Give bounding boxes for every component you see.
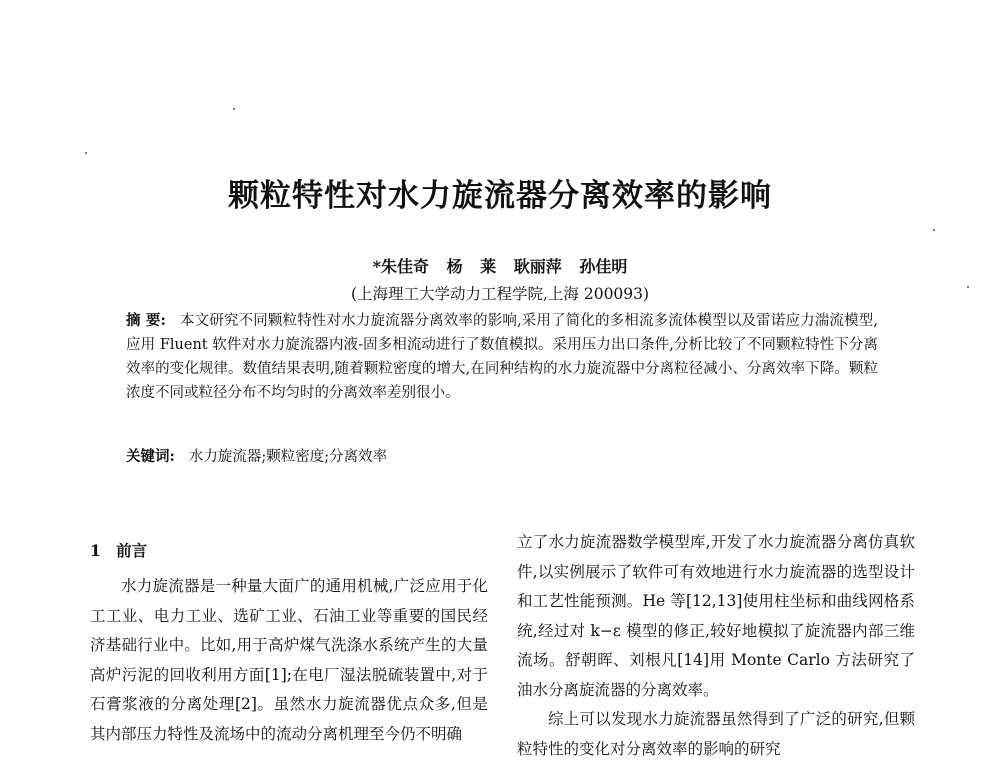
left-column xyxy=(90,528,488,749)
author-list: *朱佳奇 杨 莱 耿丽萍 孙佳明 xyxy=(372,257,628,276)
scan-speck xyxy=(85,152,87,154)
abstract-text: 本文研究不同颗粒特性对水力旋流器分离效率的影响,采用了简化的多相流多流体模型以及雷诺应力湍流模型,应用 Fluent 软件对水力旋流器内液-固多相流动进行了数值模拟。采用压力出口条件,分析比较了不同颗粒特性下分离效率的变化规律。数值结果表明,随着颗粒密度的增大,在同种结构的水力旋流器中分离粒径减小、分离效率下降。颗粒浓度不同或粒径分布不均匀时的分离效率差别很小。 xyxy=(126,313,878,401)
paper-title: 颗粒特性对水力旋流器分离效率的影响 xyxy=(228,178,772,214)
scan-speck xyxy=(233,108,235,110)
body-paragraph: 综上可以发现水力旋流器虽然得到了广泛的研究,但颗粒特性的变化对分离效率的影响的研究 xyxy=(517,710,915,758)
scan-speck xyxy=(933,229,935,231)
keywords-text: 水力旋流器;颗粒密度;分离效率 xyxy=(188,449,388,465)
right-column xyxy=(517,528,915,764)
keywords xyxy=(126,445,878,469)
body-paragraph: 立了水力旋流器数学模型库,开发了水力旋流器分离仿真软件,以实例展示了软件可有效地进行水力旋流器的选型设计和工艺性能预测。He 等[12,13]使用柱坐标和曲线网格系统,经过对 k−ε 模型的修正,较好地模拟了旋流器内部三维流场。舒朝晖、刘根凡[14]用 Monte Carlo 方法研究了油水分离旋流器的分离效率。 xyxy=(517,533,915,699)
body-paragraph: 水力旋流器是一种量大面广的通用机械,广泛应用于化工工业、电力工业、选矿工业、石油工业等重要的国民经济基础行业中。比如,用于高炉煤气洗涤水系统产生的大量高炉污泥的回收利用方面[1];在电厂湿法脱硫装置中,对于石膏浆液的分离处理[2]。虽然水力旋流器优点众多,但是其内部压力特性及流场中的流动分离机理至今仍不明确 xyxy=(90,577,488,743)
keywords-label: 关键词: xyxy=(126,448,175,465)
abstract xyxy=(126,309,878,405)
affiliation: (上海理工大学动力工程学院,上海 200093) xyxy=(350,285,650,303)
abstract-label: 摘 要: xyxy=(126,312,166,329)
section-heading: 1 前言 xyxy=(90,541,148,560)
